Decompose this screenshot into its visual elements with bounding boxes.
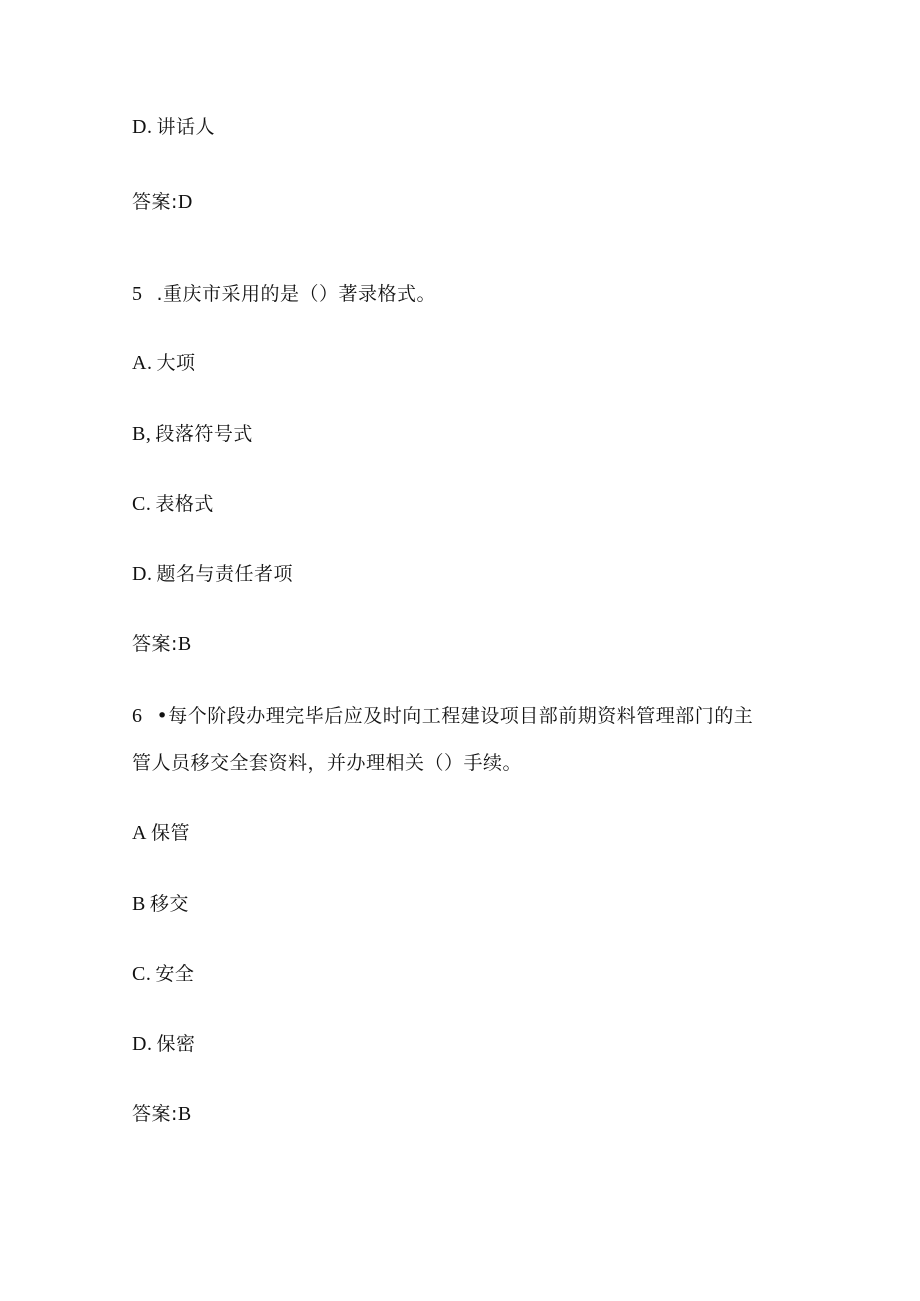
q6-option-c-text: 安全 [155, 963, 195, 985]
q6-option-a-text: 保管 [150, 822, 190, 844]
q5-answer-label: 答案: [132, 633, 178, 655]
q6-option-c [132, 962, 194, 986]
q6-option-c-prefix: C. [132, 963, 152, 985]
q6-option-d [132, 1032, 195, 1056]
q6-stem-text-1: •每个阶段办理完毕后应及时向工程建设项目部前期资料管理部门的主 [156, 705, 754, 727]
q6-option-a-prefix: A [132, 822, 147, 844]
q6-option-b-prefix: B [132, 893, 146, 915]
q6-option-d-text: 保密 [156, 1033, 196, 1055]
q5-answer-value: B [177, 633, 192, 655]
q5-option-c-prefix: C. [132, 493, 152, 515]
q6-option-a [132, 821, 190, 845]
q6-answer-value: B [177, 1103, 192, 1125]
q6-stem-text-2: 管人员移交全套资料，并办理相关（）手续。 [132, 752, 523, 774]
q5-option-b-text: 段落符号式 [155, 423, 253, 445]
q5-option-c [132, 492, 214, 516]
q5-option-d-prefix: D. [132, 563, 153, 585]
q6-stem-line1 [132, 704, 753, 728]
q5-option-b [132, 422, 253, 446]
q5-number: 5 [132, 283, 143, 305]
q4-option-d-text: 讲话人 [156, 116, 215, 138]
q5-answer [132, 632, 192, 656]
q5-option-d-text: 题名与责任者项 [156, 563, 293, 585]
q4-answer-label: 答案: [132, 191, 178, 213]
q6-answer [132, 1102, 192, 1126]
q5-option-c-text: 表格式 [155, 493, 214, 515]
q5-option-a-prefix: A. [132, 352, 153, 374]
q5-option-d [132, 562, 293, 586]
q6-option-d-prefix: D. [132, 1033, 153, 1055]
q5-option-a [132, 351, 195, 375]
q4-option-d [132, 115, 215, 139]
q6-answer-label: 答案: [132, 1103, 178, 1125]
q5-stem-text: .重庆市采用的是（）著录格式。 [156, 283, 437, 305]
q5-option-b-prefix: B, [132, 423, 152, 445]
q6-option-b-text: 移交 [149, 893, 189, 915]
q6-number: 6 [132, 705, 143, 727]
q5-stem [132, 282, 436, 306]
q4-answer-value: D [177, 191, 193, 213]
q4-answer [132, 190, 193, 214]
q6-option-b [132, 892, 189, 916]
q5-option-a-text: 大项 [156, 352, 196, 374]
q4-option-d-prefix: D. [132, 116, 153, 138]
q6-stem-line2 [132, 751, 522, 775]
